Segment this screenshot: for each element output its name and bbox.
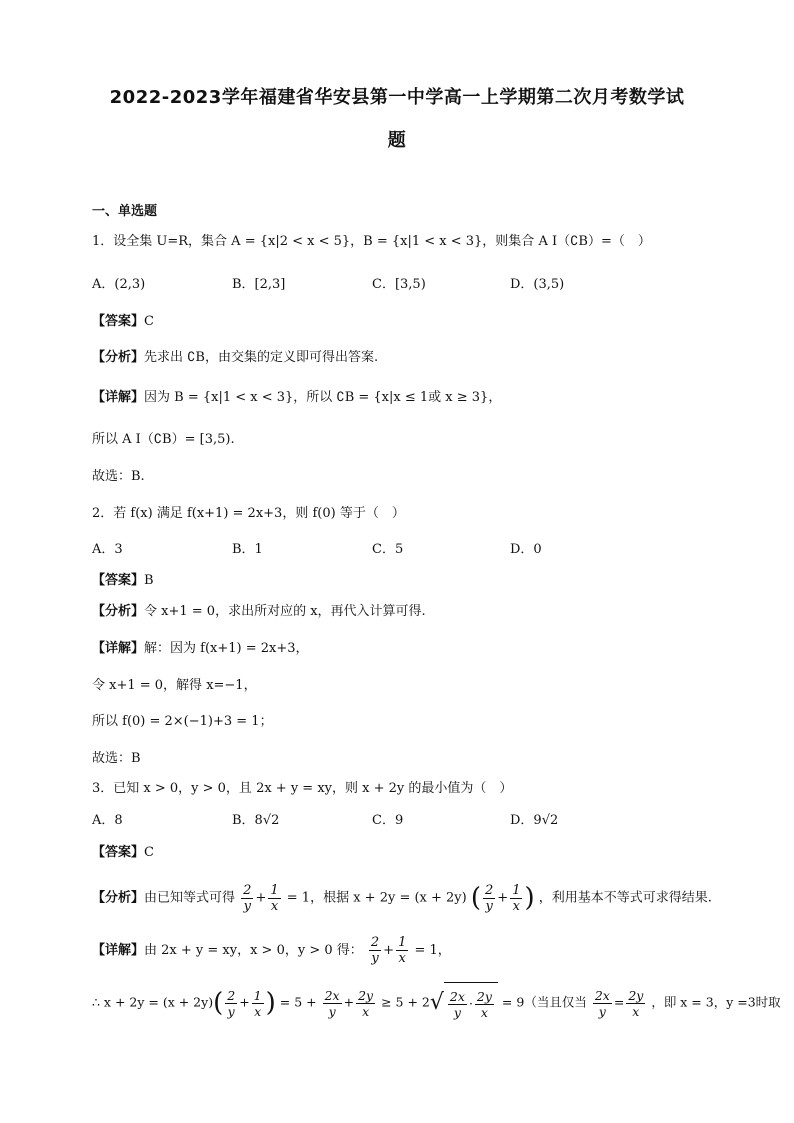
q2-option-a: A．3: [92, 542, 123, 557]
document-title-line1: 2022-2023学年福建省华安县第一中学高一上学期第二次月考数学试: [109, 87, 685, 108]
square-root-icon: √: [429, 990, 444, 1015]
q1-option-c: C．[3,5): [372, 277, 426, 292]
q2-option-d: D．0: [510, 542, 542, 557]
q3-detail: 【详解】由 2x + y = xy，x > 0，y > 0 得： $\frac{2}{y}$ + $\frac{1}{x}$ = 1，: [92, 935, 451, 966]
q3-option-b: B．8√2: [232, 813, 280, 828]
q3-analysis: 【分析】由已知等式可得 $\frac{2}{y}$ + $\frac{1}{x}$ = 1，根据 x + 2y = (x + 2y) ( $\frac{2}{y}$ + $\frac{1}{x}$ ) ，利用基本不等式可求得结果.: [92, 882, 712, 914]
q2-option-b: B．1: [232, 542, 263, 557]
q1-option-b: B．[2,3]: [232, 277, 286, 292]
q1-choose: 故选：B.: [92, 469, 145, 484]
q2-option-c: C．5: [372, 542, 404, 557]
q2-analysis: 【分析】令 x+1 = 0，求出所对应的 x，再代入计算可得.: [92, 604, 426, 619]
q2-answer: 【答案】B: [92, 573, 154, 588]
q1-answer: 【答案】C: [92, 314, 154, 329]
q1-detail-2: 所以 A I（∁B）= [3,5).: [92, 432, 235, 447]
q2-detail-2: 令 x+1 = 0，解得 x=−1，: [92, 678, 257, 693]
q1-analysis: 【分析】先求出 ∁B，由交集的定义即可得出答案.: [92, 350, 379, 365]
q3-option-c: C．9: [372, 813, 404, 828]
q2-detail-1: 【详解】解：因为 f(x+1) = 2x+3，: [92, 641, 309, 656]
q2-detail-3: 所以 f(0) = 2×(−1)+3 = 1；: [92, 714, 273, 729]
q3-derivation: ∴ x + 2y = (x + 2y)( $\frac{2}{y}$ + $\frac{1}{x}$ ) = 5 + $\frac{2x}{y}$ + $\frac{2y}{x}$ ≥ 5 + 2√ $\frac{2x}{y}$ · $\frac{2y}{x}$ = 9（当且仅当 $\frac{2x}{y}$ = $\frac{2y}{x}$ ，即 x = 3，y =3时取: [92, 982, 781, 1024]
q2-stem: 2．若 f(x) 满足 f(x+1) = 2x+3，则 f(0) 等于（ ）: [92, 506, 405, 521]
q1-detail-1: 【详解】因为 B = {x|1 < x < 3}，所以 ∁B = {x|x ≤ 1或 x ≥ 3}，: [92, 390, 502, 405]
q1-option-d: D．(3,5): [510, 277, 565, 292]
q3-answer: 【答案】C: [92, 845, 154, 860]
fraction-2-over-y: $\frac{2}{y}$: [243, 882, 252, 914]
q1-option-a: A．(2,3): [92, 277, 146, 292]
q1-stem: 1．设全集 U=R，集合 A = {x|2 < x < 5}，B = {x|1 < x < 3}，则集合 A I（∁B）=（ ）: [92, 234, 651, 249]
q3-stem: 3．已知 x > 0，y > 0，且 2x + y = xy，则 x + 2y 的最小值为（ ）: [92, 781, 513, 796]
q3-option-d: D．9√2: [510, 813, 559, 828]
q2-choose: 故选：B: [92, 751, 141, 766]
document-title-line2: 题: [387, 130, 407, 151]
section-heading: 一、单选题: [92, 204, 158, 219]
q3-option-a: A．8: [92, 813, 123, 828]
fraction-1-over-x: $\frac{1}{x}$: [270, 882, 279, 914]
